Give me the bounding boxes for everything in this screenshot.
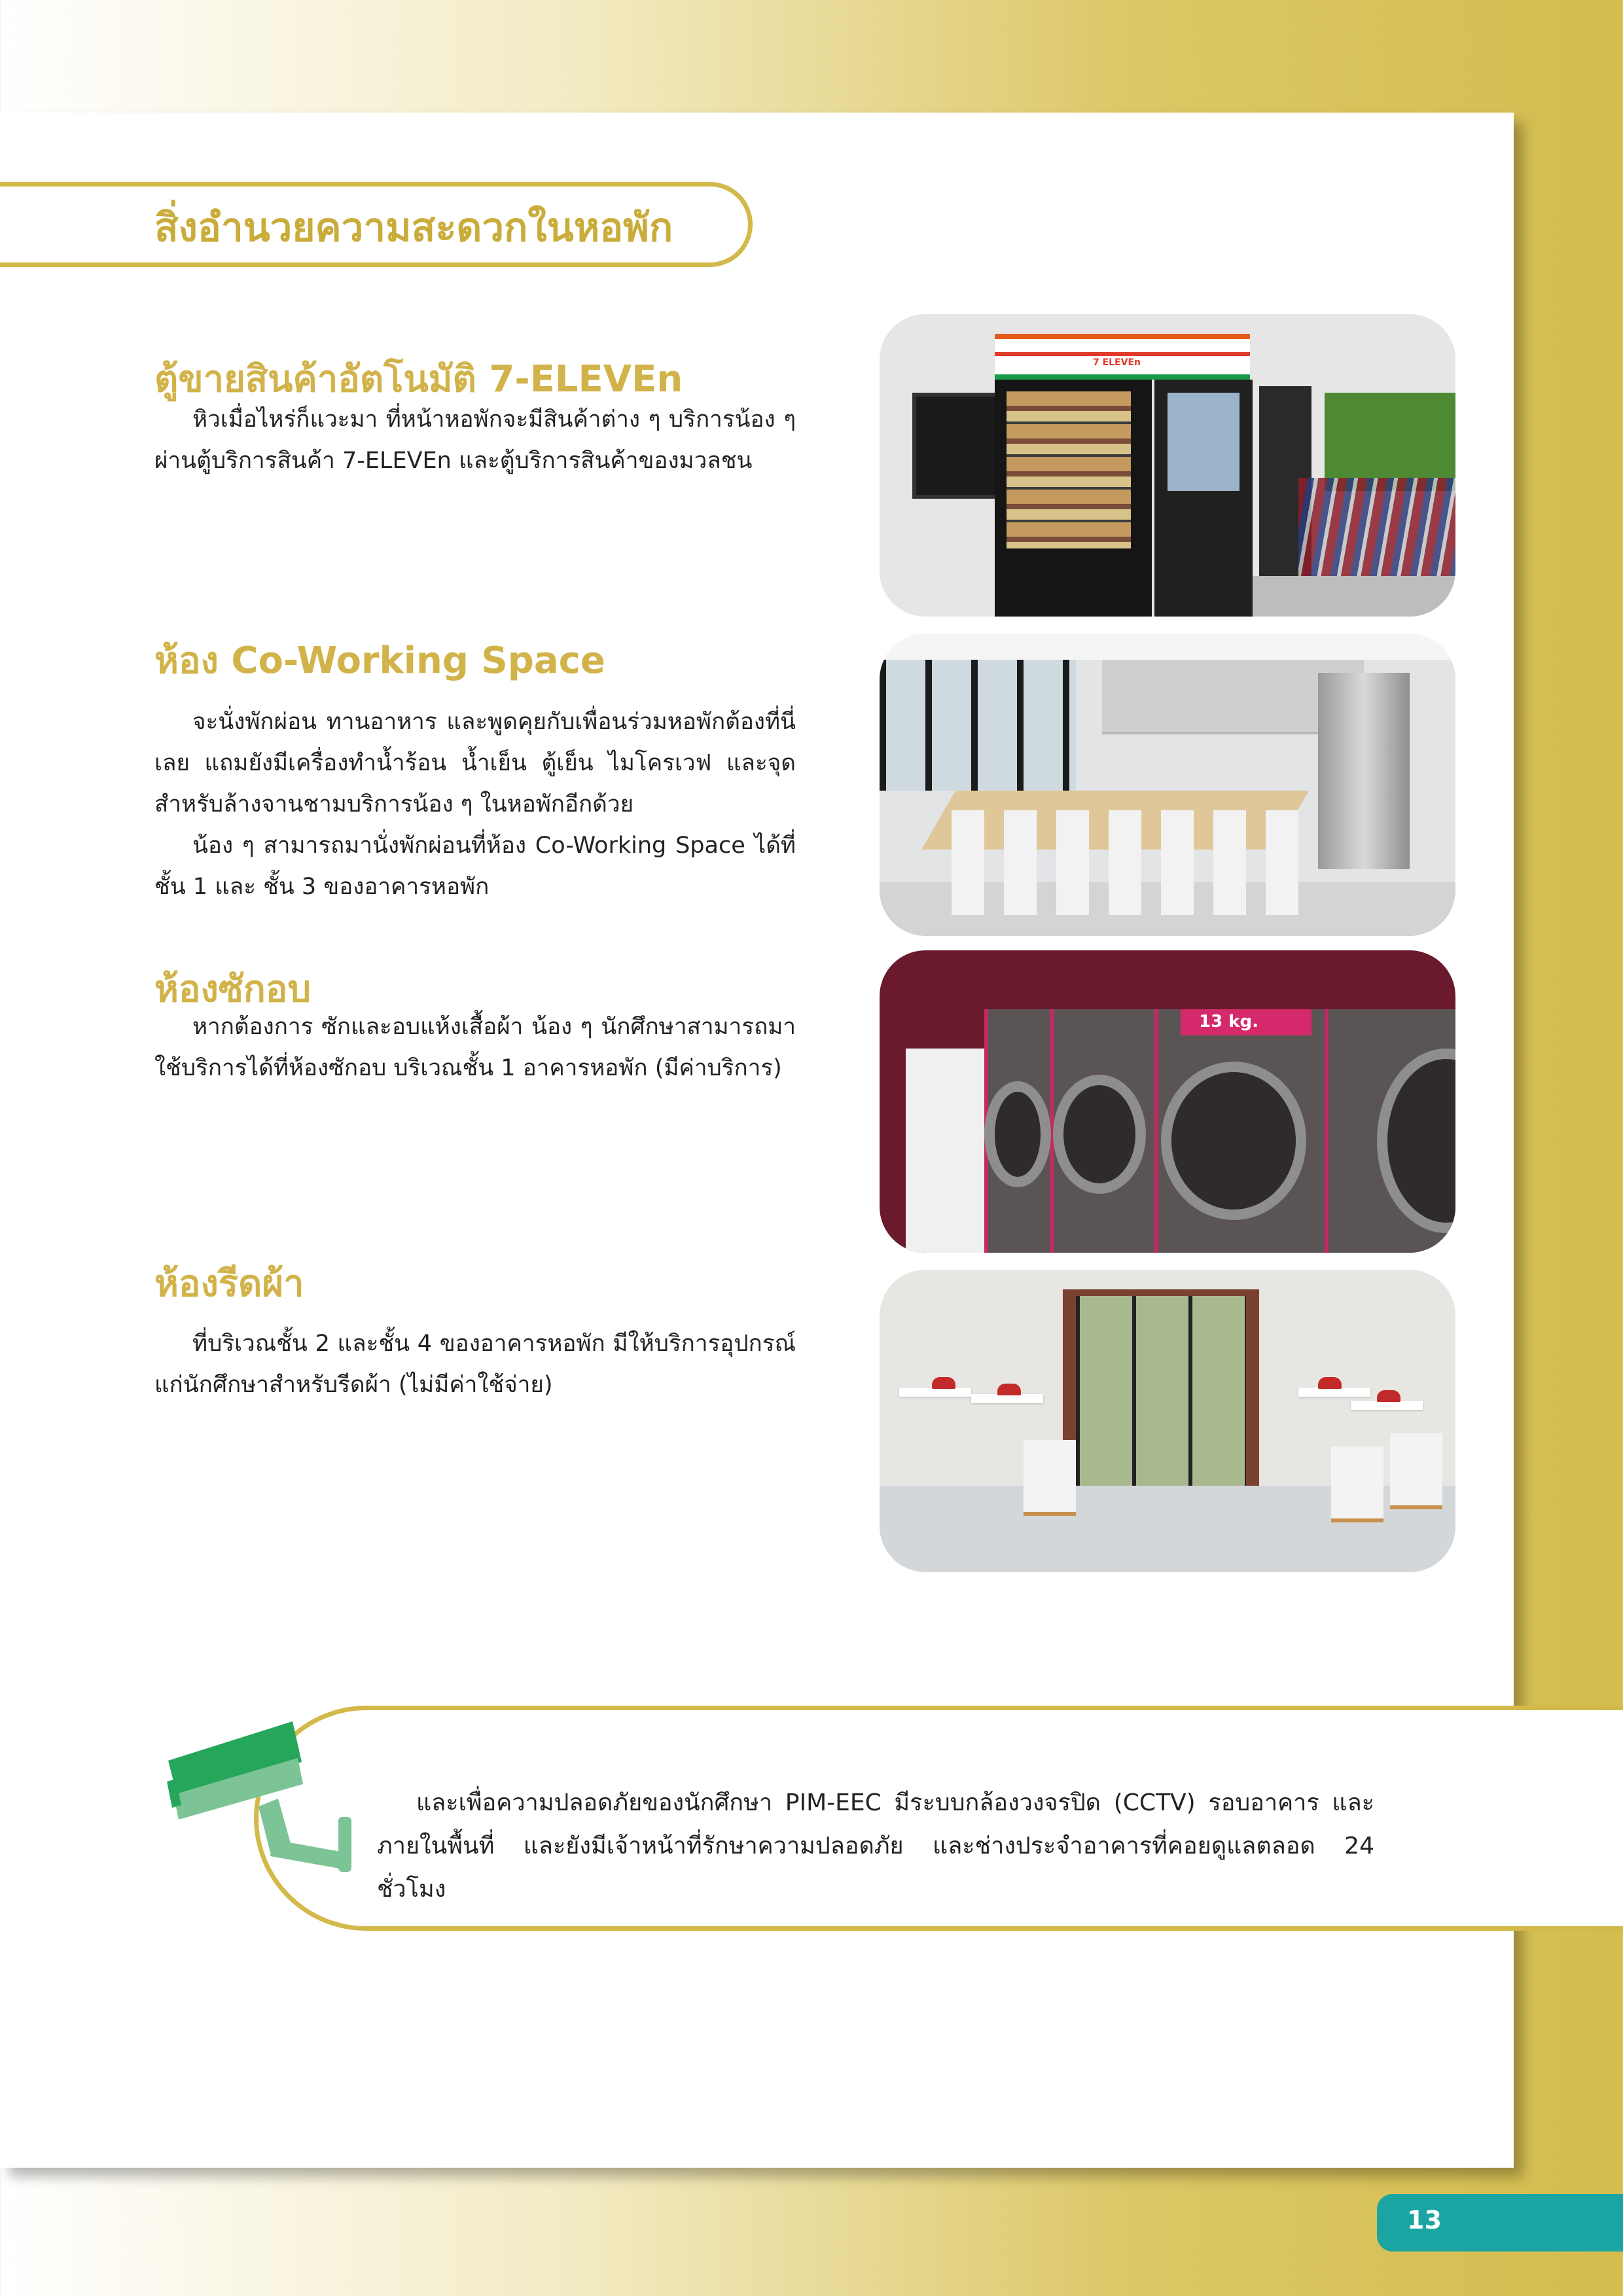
sign-text: 7 ELEVEn xyxy=(1093,357,1141,368)
section-body-ironing xyxy=(154,1323,796,1406)
paragraph: ที่บริเวณชั้น 2 และชั้น 4 ของอาคารหอพัก มีให้บริการอุปกรณ์แก่นักศึกษาสำหรับรีดผ้า (ไม่มีค่าใช้จ่าย) xyxy=(154,1331,796,1398)
section-body-coworking xyxy=(154,702,796,908)
machine-capacity-label: 13 kg. xyxy=(1199,1012,1259,1031)
section-heading-laundry: ห้องซักอบ xyxy=(154,968,311,1011)
page-title: สิ่งอำนวยความสะดวกในหอพัก xyxy=(154,205,673,251)
cctv-camera-icon xyxy=(167,1721,357,1872)
seven-eleven-sign xyxy=(995,334,1250,380)
paragraph: หิวเมื่อไหร่ก็แวะมา ที่หน้าหอพักจะมีสินค้าต่าง ๆ บริการน้อง ๆ ผ่านตู้บริการสินค้า 7-ELEVEn และตู้บริการสินค้าของมวลชน xyxy=(154,406,796,474)
paragraph: จะนั่งพักผ่อน ทานอาหาร และพูดคุยกับเพื่อนร่วมหอพักต้องที่นี่เลย แถมยังมีเครื่องทำน้ำร้อน น้ำเย็น ตู้เย็น ไมโครเวฟ และจุดสำหรับล้างจานชามบริการน้อง ๆ ในหอพักอีกด้วย xyxy=(154,709,796,817)
section-heading-coworking: ห้อง Co-Working Space xyxy=(154,639,605,682)
section-heading-ironing: ห้องรีดผ้า xyxy=(154,1263,304,1305)
section-heading-vending: ตู้ขายสินค้าอัตโนมัติ 7-ELEVEn xyxy=(154,358,683,401)
paragraph: และเพื่อความปลอดภัยของนักศึกษา PIM-EEC มีระบบกล้องวงจรปิด (CCTV) รอบอาคาร และภายในพื้นที่ และยังมีเจ้าหน้าที่รักษาความปลอดภัย และช่างประจำอาคารที่คอยดูแลตลอด 24 ชั่วโมง xyxy=(377,1789,1374,1903)
photo-vending-machines xyxy=(880,314,1455,617)
photo-ironing-room xyxy=(880,1270,1455,1572)
photo-coworking-space xyxy=(880,634,1455,936)
photo-laundry-room xyxy=(880,950,1455,1253)
paragraph: น้อง ๆ สามารถมานั่งพักผ่อนที่ห้อง Co-Working Space ได้ที่ชั้น 1 และ ชั้น 3 ของอาคารหอพัก xyxy=(154,833,796,900)
paragraph: หากต้องการ ซักและอบแห้งเสื้อผ้า น้อง ๆ นักศึกษาสามารถมาใช้บริการได้ที่ห้องซักอบ บริเวณชั้น 1 อาคารหอพัก (มีค่าบริการ) xyxy=(154,1014,796,1081)
section-body-vending xyxy=(154,399,796,482)
section-body-laundry xyxy=(154,1007,796,1089)
page-number: 13 xyxy=(1407,2206,1442,2234)
cctv-notice-text xyxy=(377,1782,1374,1911)
